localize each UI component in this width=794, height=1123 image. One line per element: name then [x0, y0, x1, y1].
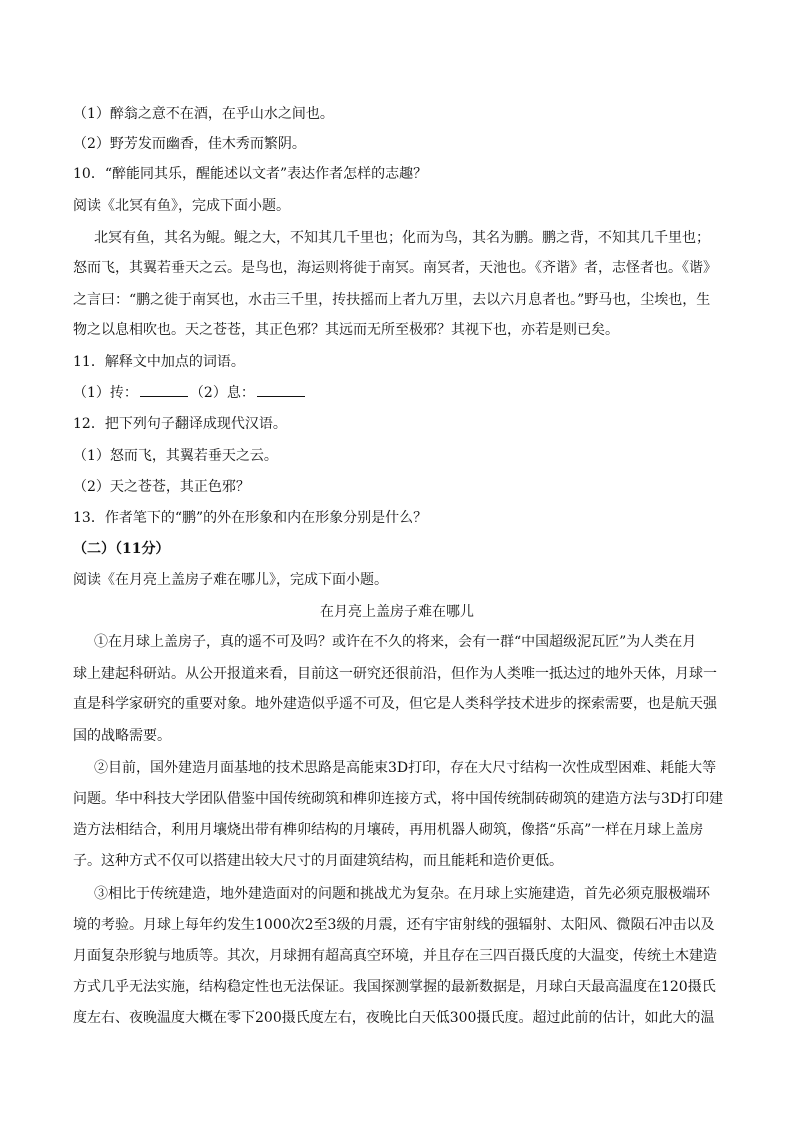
- question-11-blanks: [73, 382, 733, 403]
- para1-line-3: 直是科学家研究的重要对象。地外建造似乎遥不可及，但它是人类科学技术进步的探索需要，也是航天强: [73, 696, 717, 712]
- beiming-text-line-3: 之言曰：“鹏之徙于南冥也，水击三千里，抟扶摇而上者九万里，去以六月息者也。”野马也，尘埃也，生: [73, 292, 711, 308]
- para2-line-2: 问题。华中科技大学团队借鉴中国传统砌筑和榫卯连接方式，将中国传统制砖砌筑的建造方法与3D打印建: [73, 791, 724, 807]
- para3-line-5: 度左右、夜晚温度大概在零下200摄氏度左右，夜晚比白天低300摄氏度。超过此前的估计，如此大的温: [73, 1010, 715, 1026]
- beiming-text-line-4: 物之以息相吹也。天之苍苍，其正色邪？其远而无所至极邪？其视下也，亦若是则已矣。: [73, 322, 619, 338]
- q9-line-2: （2）野芳发而幽香，佳木秀而繁阴。: [73, 136, 306, 152]
- question-10: 10．“醉能同其乐，醒能述以文者”表达作者怎样的志趣？: [73, 166, 428, 182]
- question-13: 13．作者笔下的“鹏”的外在形象和内在形象分别是什么？: [73, 510, 428, 526]
- q11-answer-blank-1[interactable]: [140, 382, 188, 397]
- reading-intro-moon: 阅读《在月亮上盖房子难在哪儿》，完成下面小题。: [73, 572, 388, 588]
- beiming-text-line-2: 怒而飞，其翼若垂天之云。是鸟也，海运则将徙于南冥。南冥者，天池也。《齐谐》者，志怪者也。《谐》: [73, 260, 717, 276]
- q12-line-2: （2）天之苍苍，其正色邪？: [73, 479, 250, 495]
- question-11: 11．解释文中加点的词语。: [73, 354, 245, 370]
- article-title: 在月亮上盖房子难在哪儿: [320, 604, 474, 620]
- beiming-text-line-1: 北冥有鱼，其名为鲲。鲲之大，不知其几千里也；化而为鸟，其名为鹏。鹏之背，不知其几千里也；: [94, 230, 710, 246]
- para2-line-3: 造方法相结合，利用月壤烧出带有榫卯结构的月壤砖，再用机器人砌筑，像搭“乐高”一样在月球上盖房: [73, 822, 704, 838]
- para3-line-1: ③相比于传统建造，地外建造面对的问题和挑战尤为复杂。在月球上实施建造，首先必须克服极端环: [94, 886, 710, 902]
- q11-item-1-label: （1）抟：: [73, 385, 138, 401]
- para1-line-4: 国的战略需要。: [73, 728, 171, 744]
- q11-item-2-label: （2）息：: [189, 385, 255, 401]
- para2-line-1: ②目前，国外建造月面基地的技术思路是高能束3D打印，存在大尺寸结构一次性成型困难、耗能大等: [94, 760, 717, 776]
- para3-line-4: 方式几乎无法实施，结构稳定性也无法保证。我国探测掌握的最新数据是，月球白天最高温度在120摄氏: [73, 979, 716, 995]
- q11-answer-blank-2[interactable]: [257, 382, 305, 397]
- para3-line-2: 境的考验。月球上每年约发生1000次2至3级的月震，还有宇宙射线的强辐射、太阳风、微陨石冲击以及: [73, 917, 715, 933]
- reading-intro-beiming: 阅读《北冥有鱼》，完成下面小题。: [73, 198, 290, 214]
- para1-line-2: 球上建起科研站。从公开报道来看，目前这一研究还很前沿，但作为人类唯一抵达过的地外天体，月球一: [73, 666, 717, 682]
- q12-line-1: （1）怒而飞，其翼若垂天之云。: [73, 448, 278, 464]
- para1-line-1: ①在月球上盖房子，真的遥不可及吗？或许在不久的将来，会有一群“中国超级泥瓦匠”为人类在月: [94, 634, 697, 650]
- para2-line-4: 子。这种方式不仅可以搭建出较大尺寸的月面建筑结构，而且能耗和造价更低。: [73, 853, 563, 869]
- para3-line-3: 月面复杂形貌与地质等。其次，月球拥有超高真空环境，并且存在三四百摄氏度的大温变，传统土木建造: [73, 948, 717, 964]
- section-2-heading: （二）（11分）: [73, 541, 170, 557]
- q9-line-1: （1）醉翁之意不在酒，在乎山水之间也。: [73, 106, 334, 122]
- question-12: 12．把下列句子翻译成现代汉语。: [73, 416, 287, 432]
